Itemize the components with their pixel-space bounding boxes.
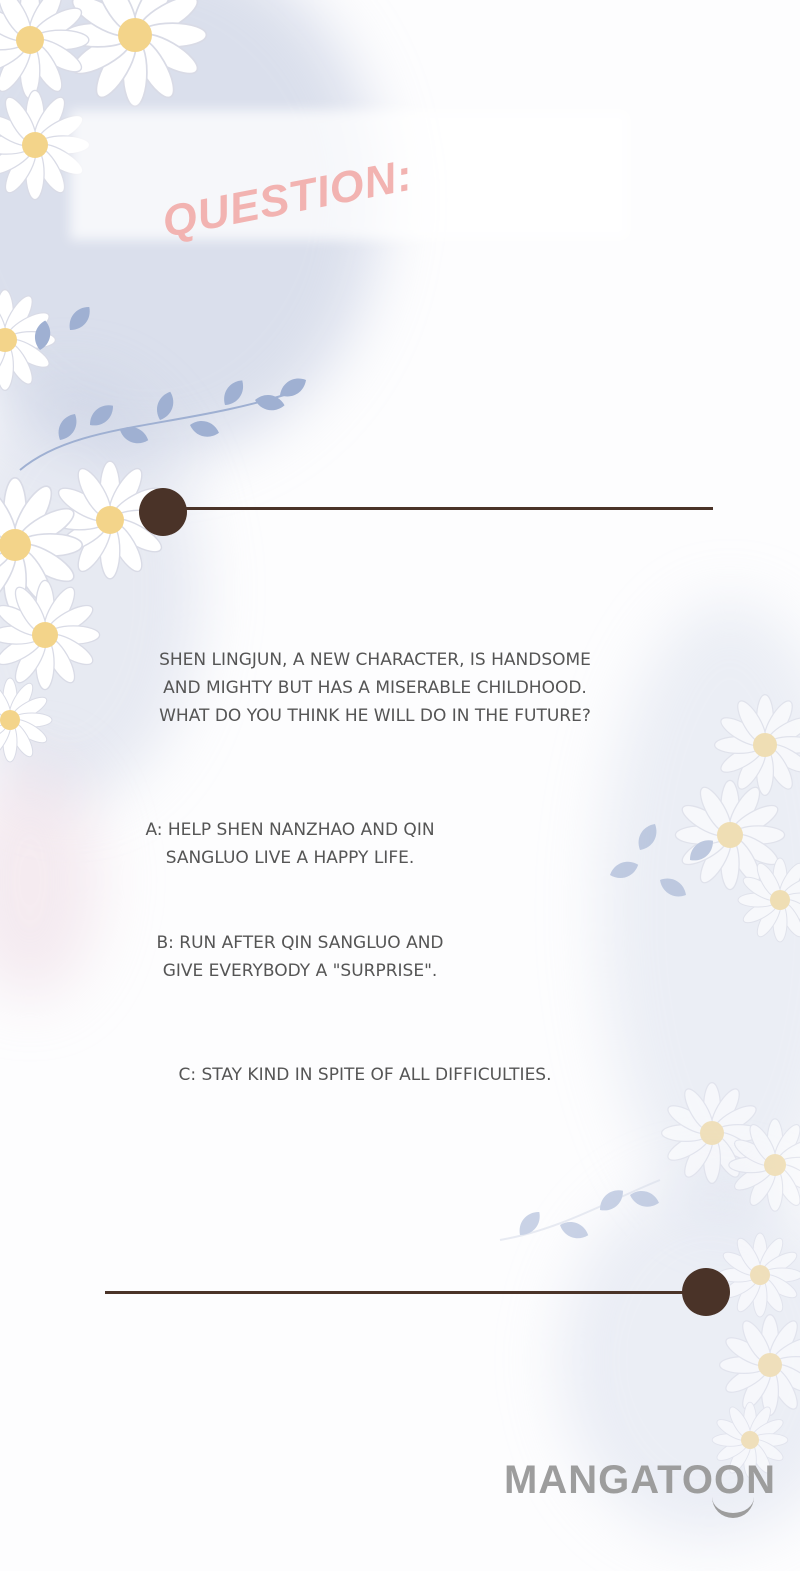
option-c-line: C: STAY KIND IN SPITE OF ALL DIFFICULTIES. [178, 1065, 552, 1085]
divider-dot-top [139, 488, 187, 536]
daisy-flower [720, 1315, 800, 1416]
daisy-flower [0, 678, 52, 762]
question-line: WHAT DO YOU THINK HE WILL DO IN THE FUTURE? [159, 706, 591, 726]
divider-bottom [105, 1291, 705, 1294]
leaf-branch [500, 1180, 661, 1242]
daisy-flower [715, 695, 800, 796]
option-c [100, 1061, 630, 1089]
option-b [110, 929, 490, 985]
option-b-line: GIVE EVERYBODY A "SURPRISE". [162, 961, 438, 981]
option-a-line: SANGLUO LIVE A HAPPY LIFE. [165, 848, 415, 868]
daisy-flower [718, 1233, 800, 1317]
question-line: AND MIGHTY BUT HAS A MISERABLE CHILDHOOD. [163, 678, 587, 698]
question-text [110, 646, 640, 730]
option-a-line: A: HELP SHEN NANZHAO AND QIN [145, 820, 435, 840]
daisy-flower [0, 0, 89, 99]
option-b-line: B: RUN AFTER QIN SANGLUO AND [156, 933, 444, 953]
divider-top [180, 507, 713, 510]
question-line: SHEN LINGJUN, A NEW CHARACTER, IS HANDSOME [159, 650, 591, 670]
divider-dot-bottom [682, 1268, 730, 1316]
leaf-branch [20, 302, 310, 470]
question-heading: QUESTION: [158, 150, 417, 248]
mangatoon-logo: MANGATOON [504, 1458, 776, 1502]
option-a [100, 816, 480, 872]
daisy-flower [64, 0, 207, 106]
